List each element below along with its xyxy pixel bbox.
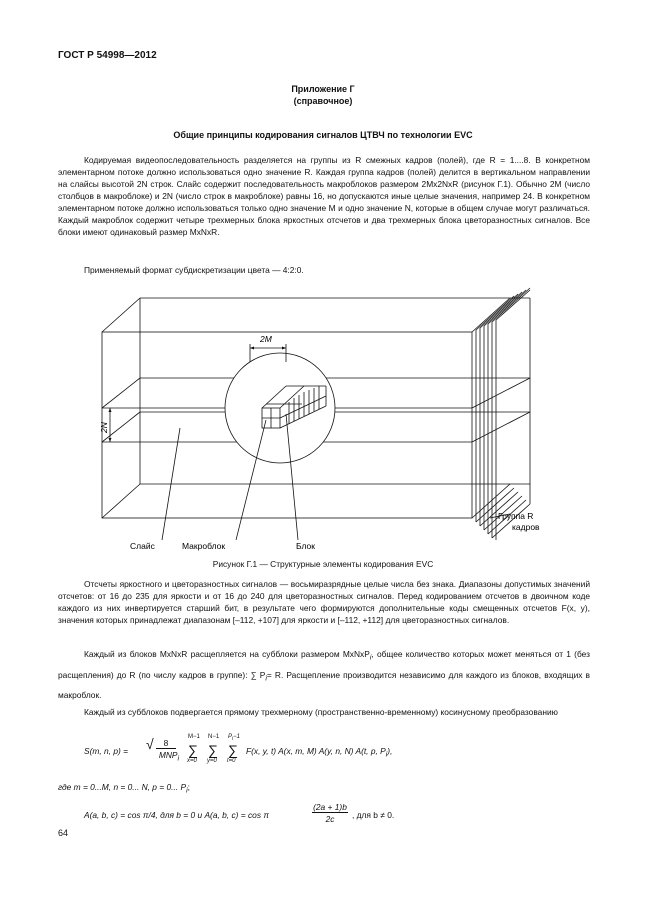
paragraph-5: Каждый из субблоков подвергается прямому трехмерному (пространственно-временному) косинусному преобразованию: [84, 707, 558, 717]
dct-formula: S(m, n, p) = √ 8 $MNP_i$ M−1 ∑ x=0 N−1 ∑ y=0 $P_i-1$ ∑ t=0 F(x, y, t) A(x, m, M) A(y, n, N) A(t, p, $P_i$),: [84, 734, 393, 764]
label-2m: 2M: [260, 334, 272, 344]
label-2n: 2N: [99, 422, 109, 433]
section-title: Общие принципы кодирования сигналов ЦТВЧ по технологии EVC: [173, 130, 473, 140]
sum-expression: ∑ $P_i= R$: [250, 669, 281, 683]
figure-caption: Рисунок Г.1 — Структурные элементы кодирования EVC: [212, 559, 434, 569]
label-group-line2: кадров: [512, 522, 540, 532]
standard-number: ГОСТ Р 54998—2012: [58, 50, 157, 61]
a-definition: A(a, b, c) = cos π/4, для b = 0 и A(a, b, c) = cos π (2a + 1)b 2c , для b ≠ 0.: [84, 802, 395, 824]
paragraph-4: Каждый из блоков MxNxR расщепляется на субблоки размером MxNxP$_i$, общее количество которых может меняться от 1 (без расщепления) до R (по числу кадров в группе): ∑ $P_i= R$. Расщепление производится независимо для каждого из блоков, входящих в макроблок.: [58, 649, 590, 701]
paragraph-2: Применяемый формат субдискретизации цвета — 4:2:0.: [84, 265, 304, 275]
page-number: 64: [58, 828, 69, 838]
annex-subtitle: (справочное): [293, 96, 353, 106]
label-block: Блок: [296, 541, 315, 551]
label-group-line1: Группа R: [498, 511, 534, 521]
structure-figure: [90, 278, 560, 556]
paragraph-3: Отсчеты яркостного и цветоразностных сигналов — восьмиразрядные целые числа без знака. Диапазоны допустимых значений отсчетов: от 16 до 235 для яркости и от 16 до 240 для цветоразностных сигналов. Перед кодированием отсчетов в двоичном коде каждого из них инвертируется старший бит, в результате чего формируются дополнительные коды смещенных отсчетов F(x, y), значения которых принадлежат диапазонам [–112, +107] для яркости и [–112, +112] для цветоразностных сигналов.: [58, 579, 590, 625]
annex-title: Приложение Г: [291, 84, 355, 94]
label-slice: Слайс: [130, 541, 155, 551]
where-line: где m = 0...M, n = 0... N, p = 0... $P_i$;: [58, 782, 190, 795]
paragraph-1: Кодируемая видеопоследовательность разделяется на группы из R смежных кадров (полей), где R = 1....8. В конкретном элементарном потоке должно использоваться одно значение R. Каждая группа кадров (полей) делится в вертикальном направлении на слайсы высотой 2N строк. Слайс содержит последовательность макроблоков размером 2Mx2NxR (рисунок Г.1). Обычно 2M (число столбцов в макроблоке) и 2N (число строк в макроблоке) равны 16, но допускаются иные целые значения, например 24. В конкретном элементарном потоке должно использоваться только одно значение M и одно значение N, которые в общем случае могут различаться. Каждый макроблок содержит четыре трехмерных блока яркостных отсчетов и два трехмерных блока цветоразностных сигналов. Все блоки имеют одинаковый размер MxNxR.: [58, 155, 590, 237]
label-macroblock: Макроблок: [182, 541, 226, 551]
frame-layers: [472, 288, 530, 540]
